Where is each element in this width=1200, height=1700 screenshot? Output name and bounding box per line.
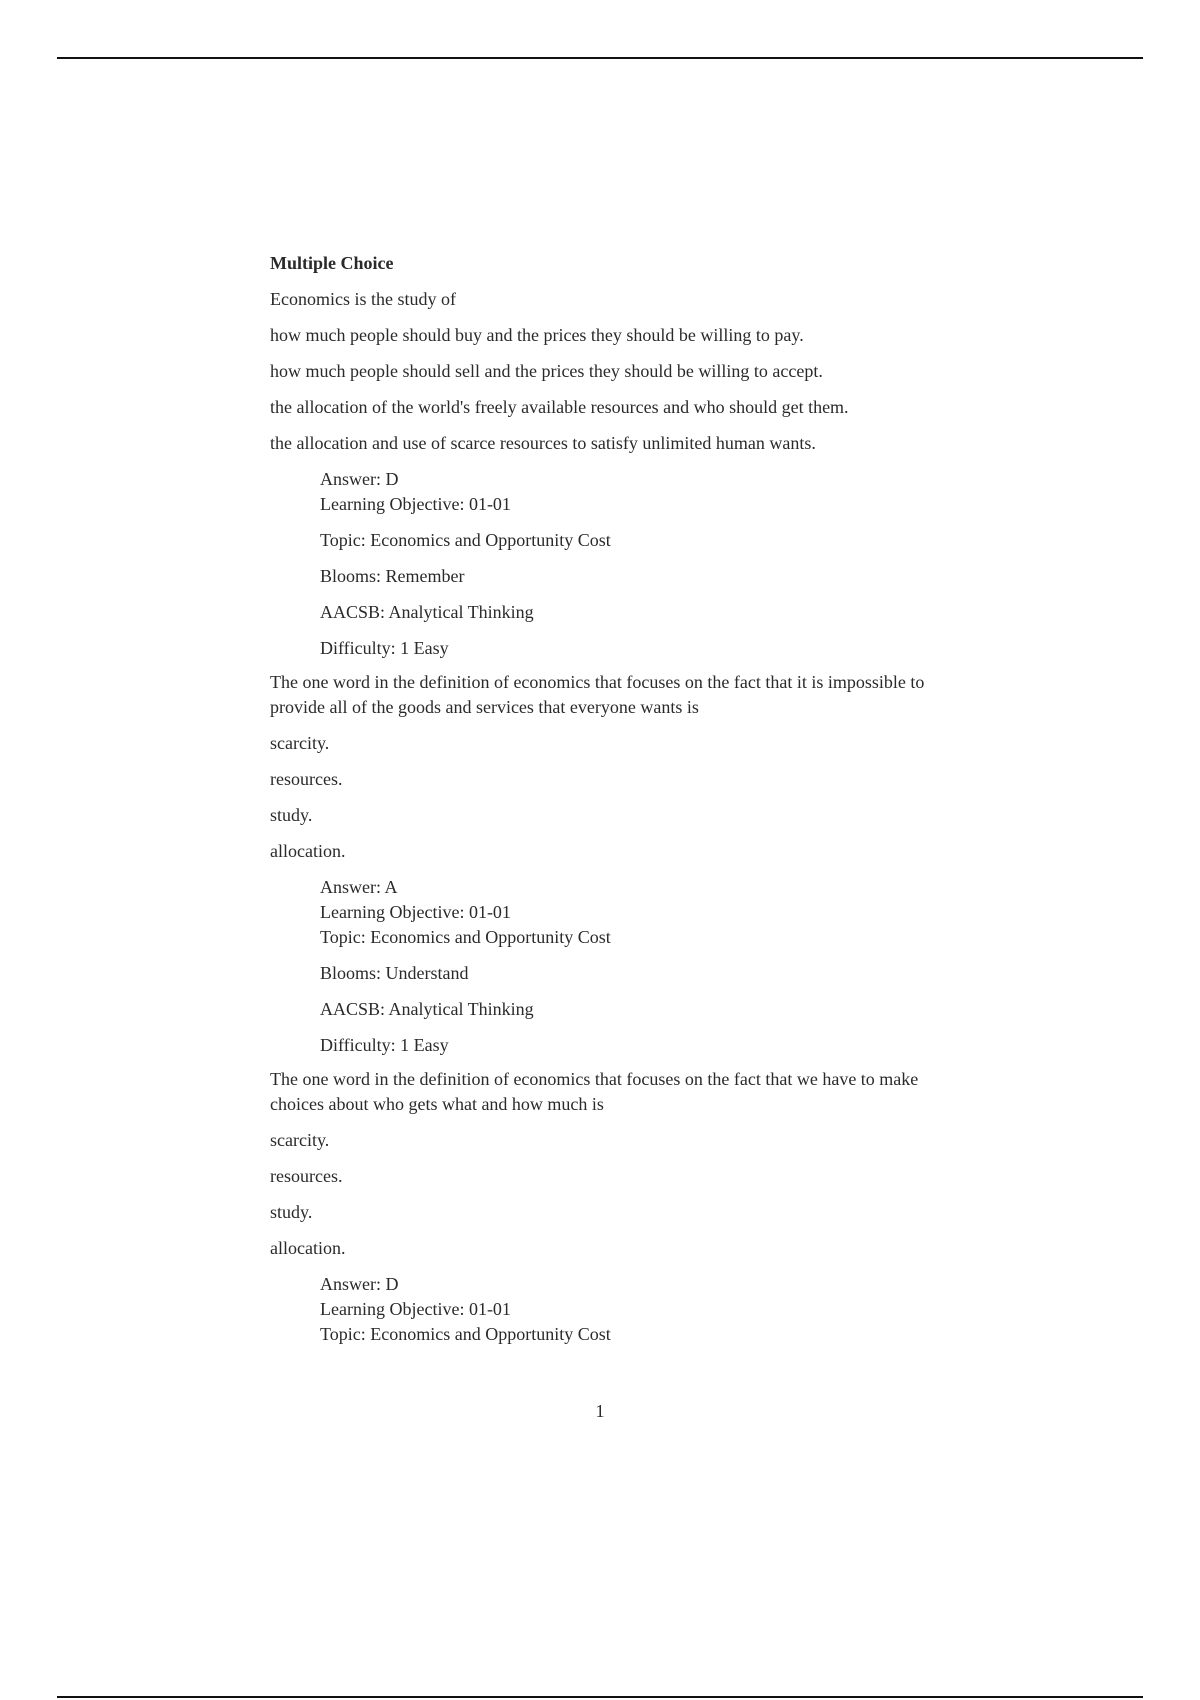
- question-1-blooms: Blooms: Remember: [320, 566, 465, 586]
- question-2-learning-objective: Learning Objective: 01-01: [320, 902, 511, 922]
- section-heading: Multiple Choice: [270, 253, 394, 273]
- question-2-aacsb: AACSB: Analytical Thinking: [320, 999, 534, 1019]
- question-3-option-c: study.: [270, 1202, 313, 1222]
- question-3-answer: Answer: D: [320, 1274, 399, 1294]
- bottom-rule: [57, 1696, 1143, 1698]
- question-1-option-a: how much people should buy and the prices they should be willing to pay.: [270, 325, 804, 345]
- question-3-stem: The one word in the definition of economics that focuses on the fact that we have to make choices about who gets what and how much is: [270, 1069, 919, 1114]
- question-3-topic: Topic: Economics and Opportunity Cost: [320, 1324, 611, 1344]
- question-1-option-d: the allocation and use of scarce resources to satisfy unlimited human wants.: [270, 433, 816, 453]
- question-1-aacsb: AACSB: Analytical Thinking: [320, 602, 534, 622]
- question-2-option-d: allocation.: [270, 841, 346, 861]
- question-1-difficulty: Difficulty: 1 Easy: [320, 638, 449, 658]
- question-2-blooms: Blooms: Understand: [320, 963, 469, 983]
- question-1-answer: Answer: D: [320, 469, 399, 489]
- question-2-difficulty: Difficulty: 1 Easy: [320, 1035, 449, 1055]
- question-3-option-d: allocation.: [270, 1238, 346, 1258]
- question-2-stem: The one word in the definition of economics that focuses on the fact that it is impossible to provide all of the goods and services that everyone wants is: [270, 672, 925, 717]
- question-3-option-b: resources.: [270, 1166, 343, 1186]
- question-2-option-c: study.: [270, 805, 313, 825]
- question-3-learning-objective: Learning Objective: 01-01: [320, 1299, 511, 1319]
- document-body: [270, 251, 970, 1347]
- question-2-option-b: resources.: [270, 769, 343, 789]
- question-2-topic: Topic: Economics and Opportunity Cost: [320, 927, 611, 947]
- question-2-answer: Answer: A: [320, 877, 398, 897]
- question-3-option-a: scarcity.: [270, 1130, 330, 1150]
- question-1-option-b: how much people should sell and the prices they should be willing to accept.: [270, 361, 823, 381]
- page-number: 1: [595, 1401, 605, 1421]
- question-1-learning-objective: Learning Objective: 01-01: [320, 494, 511, 514]
- question-2-option-a: scarcity.: [270, 733, 330, 753]
- top-rule: [57, 57, 1143, 59]
- question-1-option-c: the allocation of the world's freely available resources and who should get them.: [270, 397, 849, 417]
- question-1-stem: Economics is the study of: [270, 289, 456, 309]
- question-1-topic: Topic: Economics and Opportunity Cost: [320, 530, 611, 550]
